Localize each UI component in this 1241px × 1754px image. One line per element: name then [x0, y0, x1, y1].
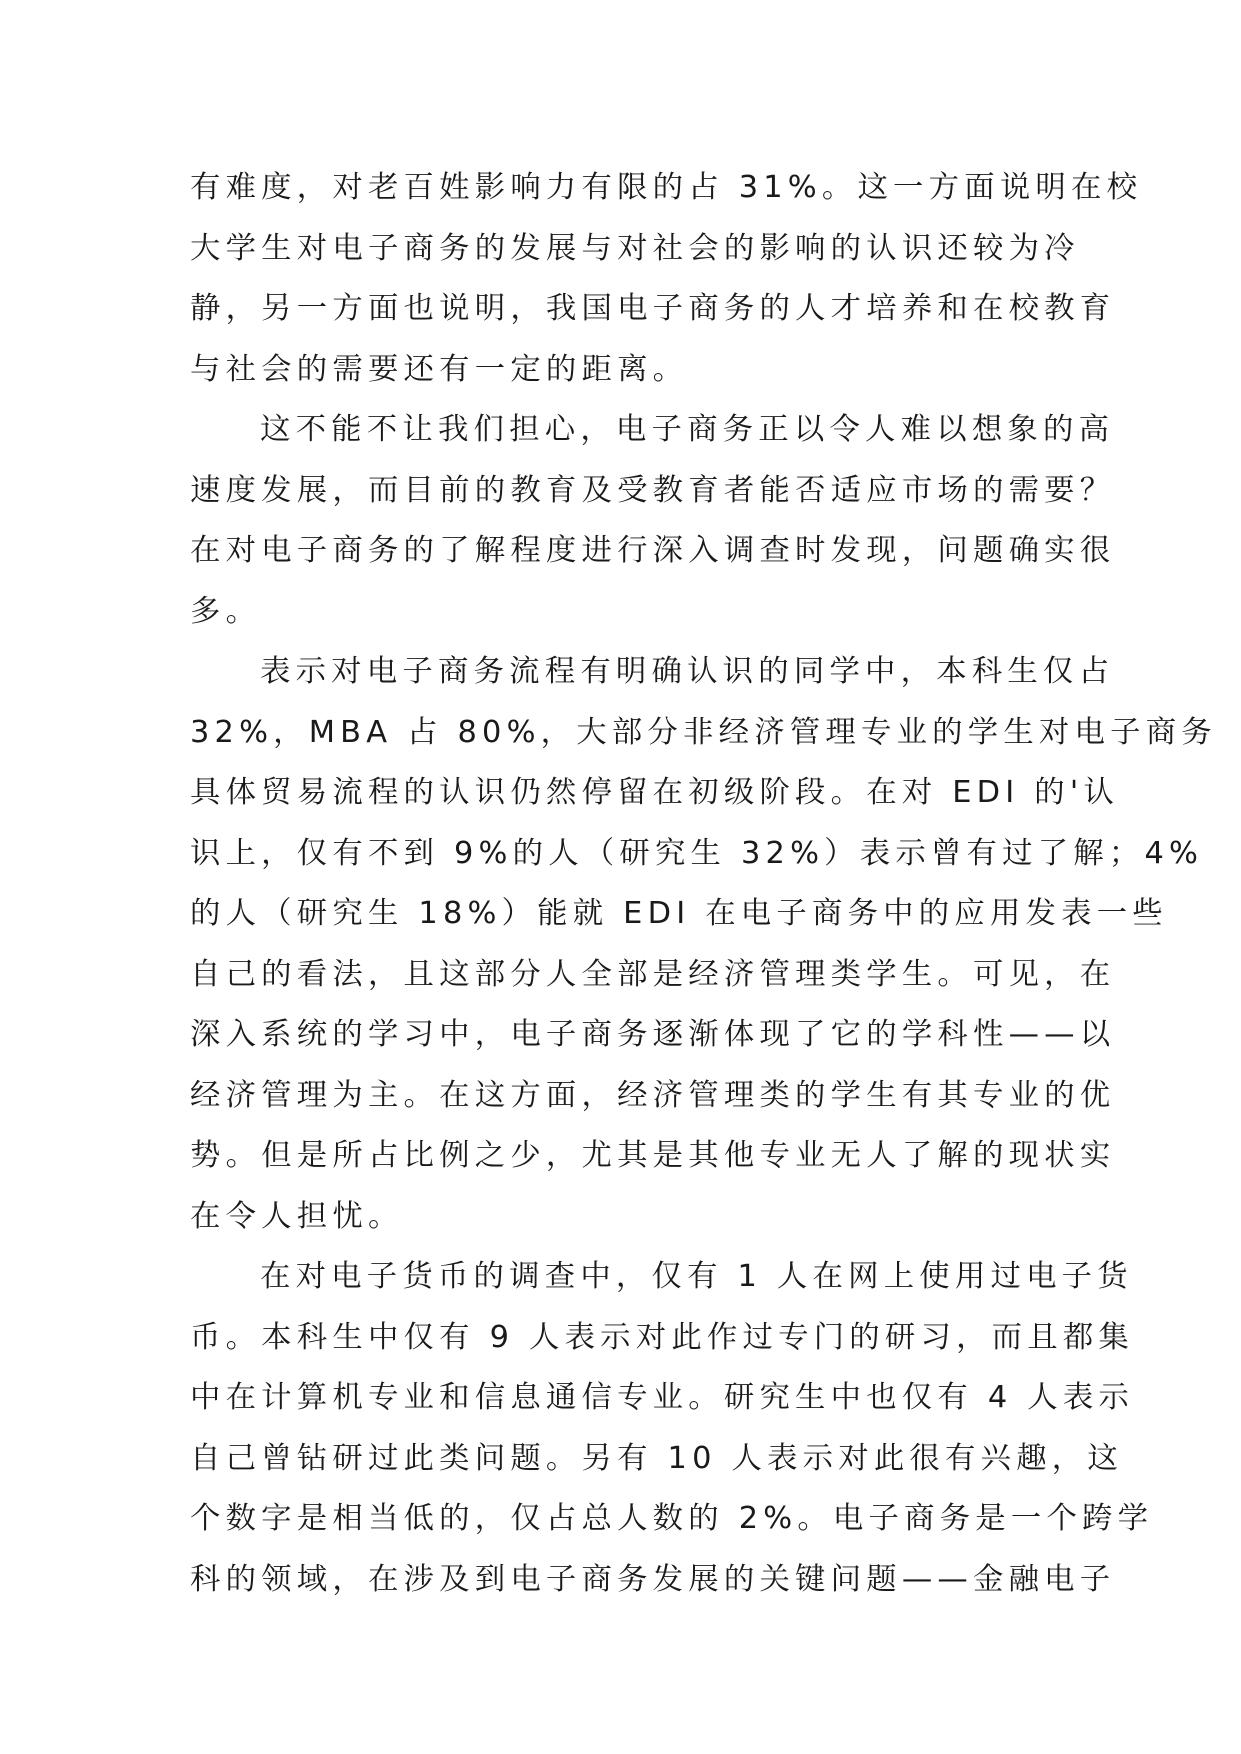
text-line: 在令人担忧。 — [190, 1198, 404, 1234]
text-line: 自己的看法，且这部分人全部是经济管理类学生。可见，在 — [190, 956, 1116, 992]
text-line: 大学生对电子商务的发展与对社会的影响的认识还较为冷 — [190, 230, 1080, 266]
text-line: 静，另一方面也说明，我国电子商务的人才培养和在校教育 — [190, 291, 1116, 326]
text-line: 中在计算机专业和信息通信专业。研究生中也仅有 4 人表示 — [190, 1380, 1135, 1415]
text-line: 有难度，对老百姓影响力有限的占 31%。这一方面说明在校 — [190, 170, 1143, 205]
text-line: 经济管理为主。在这方面，经济管理类的学生有其专业的优 — [190, 1077, 1116, 1113]
text-line: 这不能不让我们担心，电子商务正以令人难以想象的高 — [260, 412, 1115, 447]
text-line: 具体贸易流程的认识仍然停留在初级阶段。在对 EDI 的'认 — [190, 775, 1120, 810]
text-line: 深入系统的学习中，电子商务逐渐体现了它的学科性——以 — [190, 1017, 1116, 1052]
body-text — [190, 158, 1217, 1610]
text-line: 自己曾钻研过此类问题。另有 10 人表示对此很有兴趣，这 — [190, 1440, 1123, 1476]
text-line: 表示对电子商务流程有明确认识的同学中，本科生仅占 — [260, 654, 1115, 689]
text-line: 与社会的需要还有一定的距离。 — [190, 351, 689, 387]
text-line: 速度发展，而目前的教育及受教育者能否适应市场的需要？ — [190, 472, 1116, 508]
text-line: 势。但是所占比例之少，尤其是其他专业无人了解的现状实 — [190, 1138, 1116, 1173]
text-line: 在对电子商务的了解程度进行深入调查时发现，问题确实很 — [190, 533, 1116, 568]
text-line: 科的领域，在涉及到电子商务发展的关键问题——金融电子 — [190, 1561, 1116, 1597]
text-line: 识上，仅有不到 9%的人（研究生 32%）表示曾有过了解；4% — [190, 835, 1204, 871]
text-line: 32%，MBA 占 80%，大部分非经济管理专业的学生对电子商务 — [190, 714, 1217, 750]
text-line: 在对电子货币的调查中，仅有 1 人在网上使用过电子货 — [260, 1259, 1133, 1294]
text-line: 个数字是相当低的，仅占总人数的 2%。电子商务是一个跨学 — [190, 1501, 1154, 1536]
text-line: 的人（研究生 18%）能就 EDI 在电子商务中的应用发表一些 — [190, 896, 1168, 931]
text-line: 币。本科生中仅有 9 人表示对此作过专门的研习，而且都集 — [190, 1319, 1135, 1355]
text-line: 多。 — [190, 593, 262, 629]
